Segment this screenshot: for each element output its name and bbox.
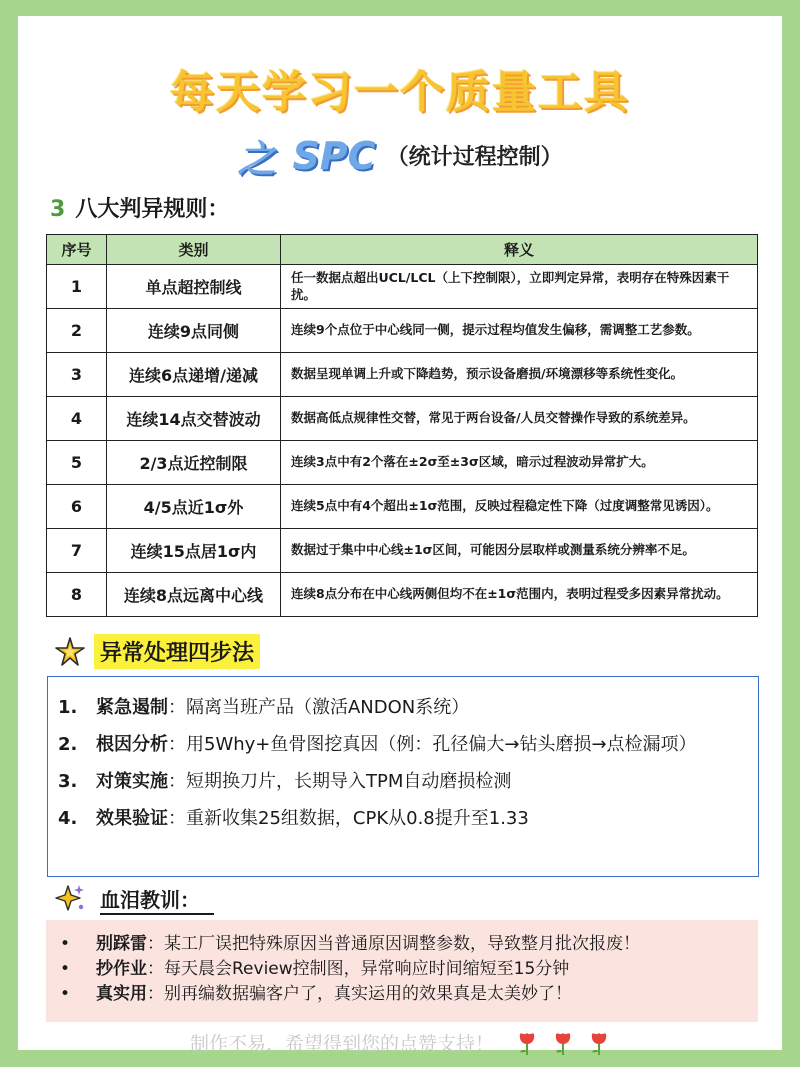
table-row [47, 529, 758, 573]
row-definition: 数据高低点规律性交替，常见于两台设备/人员交替操作导致的系统差异。 [281, 397, 758, 441]
row-index: 1 [47, 265, 107, 309]
subtitle-spc: SPC [292, 133, 376, 178]
row-category: 4/5点近1σ外 [107, 485, 281, 529]
poster-subtitle [18, 128, 782, 183]
lesson-key: 别踩雷 [96, 934, 147, 954]
step-text: ：短期换刀片，长期导入TPM自动磨损检测 [168, 771, 512, 792]
header-category: 类别 [107, 235, 281, 265]
row-index: 3 [47, 353, 107, 397]
step-number: 4. [58, 808, 78, 829]
row-definition: 数据呈现单调上升或下降趋势，预示设备磨损/环境漂移等系统性变化。 [281, 353, 758, 397]
footer-text: 制作不易，希望得到您的点赞支持！ [189, 1033, 494, 1055]
steps-box [47, 676, 759, 877]
footer [18, 1029, 782, 1056]
row-category: 连续8点远离中心线 [107, 573, 281, 617]
step-number: 3. [58, 771, 78, 792]
row-definition: 连续9个点位于中心线同一侧，提示过程均值发生偏移，需调整工艺参数。 [281, 309, 758, 353]
lesson-item [56, 957, 748, 982]
table-row [47, 441, 758, 485]
row-definition: 连续3点中有2个落在±2σ至±3σ区域，暗示过程波动异常扩大。 [281, 441, 758, 485]
section-heading-rules [50, 192, 229, 223]
lessons-title: 血泪教训： [100, 887, 200, 912]
lesson-key: 抄作业 [96, 959, 147, 979]
lesson-item [56, 982, 748, 1007]
row-index: 5 [47, 441, 107, 485]
rules-table [46, 234, 758, 617]
step-key: 紧急遏制 [96, 697, 168, 718]
row-definition: 连续5点中有4个超出±1σ范围，反映过程稳定性下降（过度调整常见诱因）。 [281, 485, 758, 529]
flower-icon [552, 1030, 574, 1056]
sparkle-wand-icon [54, 882, 86, 914]
table-row [47, 309, 758, 353]
row-definition: 连续8点分布在中心线两侧但均不在±1σ范围内，表明过程受多因素异常扰动。 [281, 573, 758, 617]
row-definition: 任一数据点超出UCL/LCL（上下控制限），立即判定异常，表明存在特殊因素干扰。 [281, 265, 758, 309]
step-text: ：用5Why+鱼骨图挖真因（例：孔径偏大→钻头磨损→点检漏项） [168, 734, 697, 755]
poster-page [18, 16, 782, 1055]
lesson-text: ：别再编数据骗客户了，真实运用的效果真是太美妙了！ [147, 984, 572, 1004]
flower-icon [516, 1030, 538, 1056]
sparkle-star-icon [54, 636, 86, 668]
step-text: ：重新收集25组数据，CPK从0.8提升至1.33 [168, 808, 529, 829]
table-row [47, 265, 758, 309]
row-index: 4 [47, 397, 107, 441]
bullet: • [60, 959, 71, 979]
bullet: • [60, 934, 71, 954]
lesson-key: 真实用 [96, 984, 147, 1004]
step-text: ：隔离当班产品（激活ANDON系统） [168, 697, 470, 718]
table-row [47, 397, 758, 441]
table-header-row [47, 235, 758, 265]
lessons-heading [54, 882, 214, 914]
section-title: 八大判异规则： [75, 197, 230, 222]
subtitle-zhi: 之 [237, 137, 276, 181]
table-row [47, 573, 758, 617]
row-index: 6 [47, 485, 107, 529]
steps-heading [54, 634, 260, 669]
header-index: 序号 [47, 235, 107, 265]
step-number: 1. [58, 697, 78, 718]
subtitle-paren: （统计过程控制） [386, 145, 563, 170]
row-index: 7 [47, 529, 107, 573]
lessons-box [46, 920, 758, 1022]
row-category: 连续6点递增/递减 [107, 353, 281, 397]
step-item [58, 763, 740, 800]
step-item [58, 726, 740, 763]
step-item [58, 800, 740, 837]
step-key: 根因分析 [96, 734, 168, 755]
section-number: 3 [50, 197, 66, 222]
row-category: 连续15点居1σ内 [107, 529, 281, 573]
lesson-text: ：某工厂误把特殊原因当普通原因调整参数，导致整月批次报废！ [147, 934, 640, 954]
step-key: 效果验证 [96, 808, 168, 829]
row-index: 8 [47, 573, 107, 617]
flower-icon [588, 1030, 610, 1056]
lesson-item [56, 932, 748, 957]
step-item [58, 689, 740, 726]
step-number: 2. [58, 734, 78, 755]
lesson-text: ：每天晨会Review控制图，异常响应时间缩短至15分钟 [147, 959, 570, 979]
header-definition: 释义 [281, 235, 758, 265]
steps-title: 异常处理四步法 [94, 634, 260, 669]
row-category: 单点超控制线 [107, 265, 281, 309]
step-key: 对策实施 [96, 771, 168, 792]
row-category: 连续14点交替波动 [107, 397, 281, 441]
table-row [47, 353, 758, 397]
row-category: 连续9点同侧 [107, 309, 281, 353]
table-row [47, 485, 758, 529]
row-category: 2/3点近控制限 [107, 441, 281, 485]
row-index: 2 [47, 309, 107, 353]
poster-title: 每天学习一个质量工具 [170, 67, 630, 118]
row-definition: 数据过于集中中心线±1σ区间，可能因分层取样或测量系统分辨率不足。 [281, 529, 758, 573]
bullet: • [60, 984, 71, 1004]
